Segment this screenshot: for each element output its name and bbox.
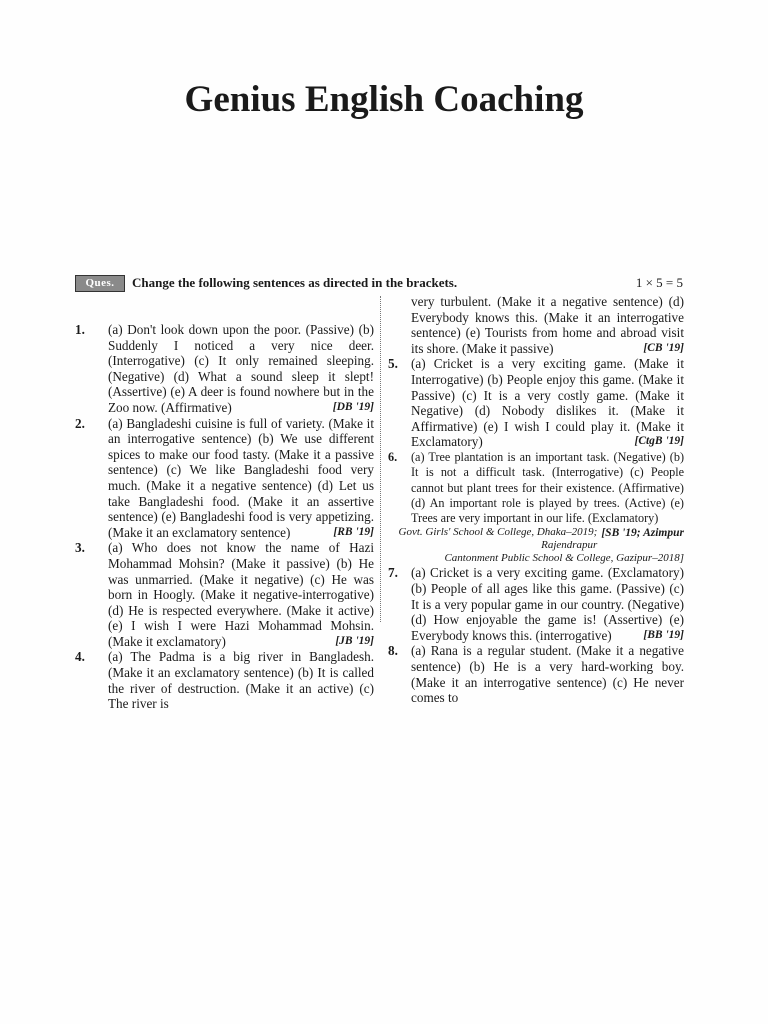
question-text: (a) Who does not know the name of Hazi Mohammad Mohsin? (Make it passive) (b) He was unmarried. (Make it negative) (c) He was born in Hoogly. (Make it negative-interrogative) (d) He is respected everywhere. (Make it active) (e) I wish I were Hazi Mohammad Mohsin. (Make it exclamatory) <box>108 540 374 649</box>
question-number: 2. <box>75 415 85 431</box>
question-5 <box>388 356 684 450</box>
question-text: (a) Bangladeshi cuisine is full of variety. (Make it an interrogative sentence) (b) We use different spices to make our food tasty. (Make it a passive sentence) (c) We like Bangladeshi food very much. (Make it a negative sentence) (d) Let us take Bangladeshi food. (Make it an assertive sentence) (e) Bangladeshi food is very appetizing. (Make it an exclamatory sentence) <box>108 415 374 540</box>
board-tag: [CtgB '19] <box>634 435 684 448</box>
question-text: (a) Tree plantation is an important task. (Negative) (b) It is not a difficult task. (Interrogative) (c) People cannot but plant trees for their existence. (Affirmative) (d) An important role is played by trees. (Active) (e) Trees are very important in our life. (Exclamatory) <box>411 449 684 526</box>
column-divider <box>380 296 381 622</box>
question-header <box>75 275 683 293</box>
question-4 <box>75 649 374 711</box>
question-4-continued <box>388 294 684 356</box>
question-text: very turbulent. (Make it a negative sentence) (d) Everybody knows this. (Make it an interrogative sentence) (e) Tourists from home and abroad visit its shore. (Make it passive) <box>411 294 684 356</box>
ques-badge: Ques. <box>75 275 125 292</box>
board-tag: [DB '19] <box>332 400 374 413</box>
question-text: (a) Don't look down upon the poor. (Passive) (b) Suddenly I noticed a very nice deer. (Interrogative) (c) It only remained sleeping. (Negative) (d) What a sound sleep it slept! (Assertive) (e) A deer is found nowhere but in the Zoo now. (Affirmative) <box>108 322 374 415</box>
question-number: 1. <box>75 322 85 337</box>
question-number: 4. <box>75 649 85 665</box>
right-column <box>388 294 684 706</box>
marks-text: 1 × 5 = 5 <box>635 275 683 290</box>
question-text: (a) The Padma is a big river in Bangladesh. (Make it an exclamatory sentence) (b) It is called the river of destruction. (Make it an active) (c) The river is <box>108 649 374 712</box>
question-6-source-1: Govt. Girls' School & College, Dhaka–2019; Rajendrapur <box>398 526 598 552</box>
question-8 <box>388 643 684 705</box>
left-column <box>75 322 374 712</box>
question-number: 7. <box>388 565 398 581</box>
question-2 <box>75 416 374 541</box>
board-tag: [SB '19; Azimpur <box>601 527 684 540</box>
question-number: 8. <box>388 643 398 659</box>
question-number: 3. <box>75 540 85 556</box>
board-tag: [BB '19] <box>643 628 684 641</box>
board-tag: [JB '19] <box>335 634 374 647</box>
instruction-text: Change the following sentences as directed in the brackets. <box>132 275 458 290</box>
board-tag: [CB '19] <box>643 341 684 354</box>
question-7 <box>388 565 684 643</box>
question-3 <box>75 540 374 649</box>
question-6-source-2: Cantonment Public School & College, Gazipur–2018] <box>444 552 684 565</box>
question-text: (a) Cricket is a very exciting game. (Make it Interrogative) (b) People enjoy this game. (Make it Passive) (c) It is a very costly game. (Make it Negative) (d) Nobody dislikes it. (Make it Affirmative) (e) I wish I could play it. (Make it Exclamatory) <box>411 356 684 450</box>
question-text: (a) Rana is a regular student. (Make it a negative sentence) (b) He is a very hard-working boy. (Make it an interrogative sentence) (c) He never comes to <box>411 643 684 706</box>
question-number: 6. <box>388 449 398 464</box>
question-number: 5. <box>388 356 398 372</box>
page-title: Genius English Coaching <box>184 79 584 120</box>
board-tag: [RB '19] <box>333 525 374 538</box>
question-text: (a) Cricket is a very exciting game. (Exclamatory) (b) People of all ages like this game. (Passive) (c) It is a very popular game in our country. (Negative) (d) How enjoyable the game is! (Assertive) (e) Everybody knows this. (interrogative) <box>411 565 684 643</box>
question-1 <box>75 322 374 416</box>
